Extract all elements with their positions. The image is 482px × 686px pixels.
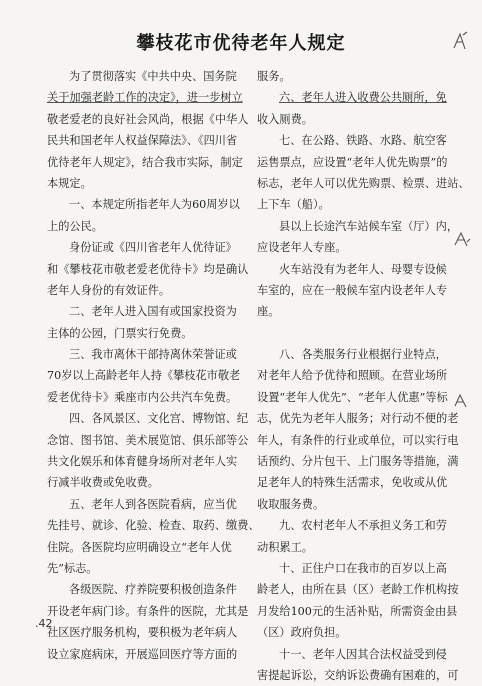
text-line: 六、老年人进入收费公共厕所，免 — [279, 91, 447, 105]
text-line: 十一、老年人因其合法权益受到侵 — [279, 647, 447, 661]
text-line: 上下车（船）。 — [257, 198, 330, 212]
text-line: 民共和国老年人权益保障法》、《四川省 — [47, 134, 238, 148]
margin-pencil-mark — [452, 391, 470, 411]
text-line: 老年人身份的有效证件。 — [47, 283, 171, 297]
text-line: 应设老年人专座。 — [257, 241, 347, 255]
text-line: （区）政府负担。 — [257, 626, 347, 640]
margin-pencil-mark — [452, 230, 472, 250]
text-line: 座。 — [257, 305, 280, 319]
text-line: 五、老年人到各医院看病，应当优 — [69, 497, 237, 511]
text-line: 七、在公路、铁路、水路、航空客 — [279, 134, 447, 148]
text-line: 念馆、图书馆、美术展览馆、俱乐部等公 — [47, 433, 249, 447]
text-line: 关于加强老龄工作的决定》，进一步树立 — [47, 91, 243, 105]
text-line: 为了贯彻落实《中共中央、国务院 — [69, 70, 237, 83]
text-line: 话预约、分片包干、上门服务等措施，满 — [257, 455, 459, 469]
text-line: 本规定。 — [47, 176, 92, 190]
text-line: 70岁以上高龄老年人持《攀枝花市敬老 — [47, 369, 241, 383]
text-line: 各级医院、疗养院要积极创造条件 — [69, 583, 237, 597]
text-line: 优待老年人规定》，结合我市实际，制定 — [47, 155, 243, 169]
text-line: 社区医疗服务机构，要积极为老年病人 — [47, 626, 238, 640]
text-line: 志，优先为老年人服务；对行动不便的老 — [257, 412, 459, 426]
text-line: 运售票点，应设置“老年人优先购票”的 — [257, 155, 448, 169]
text-line: 害提起诉讼，交纳诉讼费确有困难的，可 — [257, 668, 459, 682]
text-line: 先”标志。 — [47, 561, 98, 575]
text-line: 主体的公园，门票实行免费。 — [47, 326, 193, 340]
text-line: 动积累工。 — [257, 540, 313, 554]
text-line: 住院。各医院均应明确设立“老年人优 — [47, 540, 232, 554]
document-title: 攀枝花市优待老年人规定 — [136, 33, 346, 54]
text-line: 设置“老年人优先”、“老年人优惠”等标 — [257, 390, 448, 404]
text-line: 火车站没有为老年人、母婴专设候 — [279, 262, 447, 276]
text-line: 上的公民。 — [47, 219, 103, 233]
text-line: 收取服务费。 — [257, 497, 325, 511]
text-line: 爱老优待卡》乘座市内公共汽车免费。 — [47, 390, 238, 404]
text-line: 三、我市离休干部持离休荣誉证或 — [69, 348, 237, 362]
text-line: 先挂号、就诊、化验、检查、取药、缴费、 — [47, 519, 260, 533]
text-line: 对老年人给予优待和照顾。在营业场所 — [257, 369, 448, 383]
text-line: 身份证或《四川省老年人优待证》 — [69, 241, 237, 255]
text-line: 二、老年人进入国有或国家投资为 — [69, 305, 237, 319]
page-number: .42 — [35, 617, 53, 630]
text-line — [257, 323, 443, 344]
text-line: 行减半收费或免收费。 — [47, 476, 159, 490]
text-line: 龄老人，由所在县（区）老龄工作机构按 — [257, 583, 459, 597]
margin-pencil-mark — [451, 30, 469, 52]
text-line: 八、各类服务行业根据行业特点， — [279, 348, 447, 362]
text-line: 一、本规定所指老年人为60周岁以 — [69, 198, 240, 212]
text-line: 年人，有条件的行业或单位，可以实行电 — [257, 433, 459, 447]
text-line: 开设老年病门诊。有条件的医院，尤其是 — [47, 604, 249, 618]
text-line: 标志，老年人可以优先购票、检票、进站、 — [257, 176, 470, 190]
text-line: 九、农村老年人不承担义务工和劳 — [279, 519, 447, 533]
text-line: 县以上长途汽车站候车室（厅）内， — [279, 219, 459, 233]
text-line: 和《攀枝花市敬老爱老优待卡》均是确认 — [47, 262, 249, 276]
text-line: 四、各风景区、文化宫、博物馆、纪 — [69, 412, 249, 426]
right-column — [257, 66, 470, 686]
text-line: 车室的，应在一般候车室内设老年人专 — [257, 283, 448, 297]
text-line: 设立家庭病床，开展巡回医疗等方面的 — [47, 647, 238, 661]
text-line: 收入厕费。 — [257, 112, 313, 126]
text-line: 月发给100元的生活补贴，所需资金由县 — [257, 604, 458, 618]
text-line: 服务。 — [257, 70, 291, 83]
text-line: 共文化娱乐和体育健身场所对老年人实 — [47, 455, 238, 469]
text-line: 足老年人的特殊生活需求，免收或从优 — [257, 476, 448, 490]
left-column — [47, 66, 260, 665]
text-line: 敬老爱老的良好社会风尚，根据《中华人 — [47, 112, 249, 126]
text-line: 十、正住户口在我市的百岁以上高 — [279, 561, 447, 575]
